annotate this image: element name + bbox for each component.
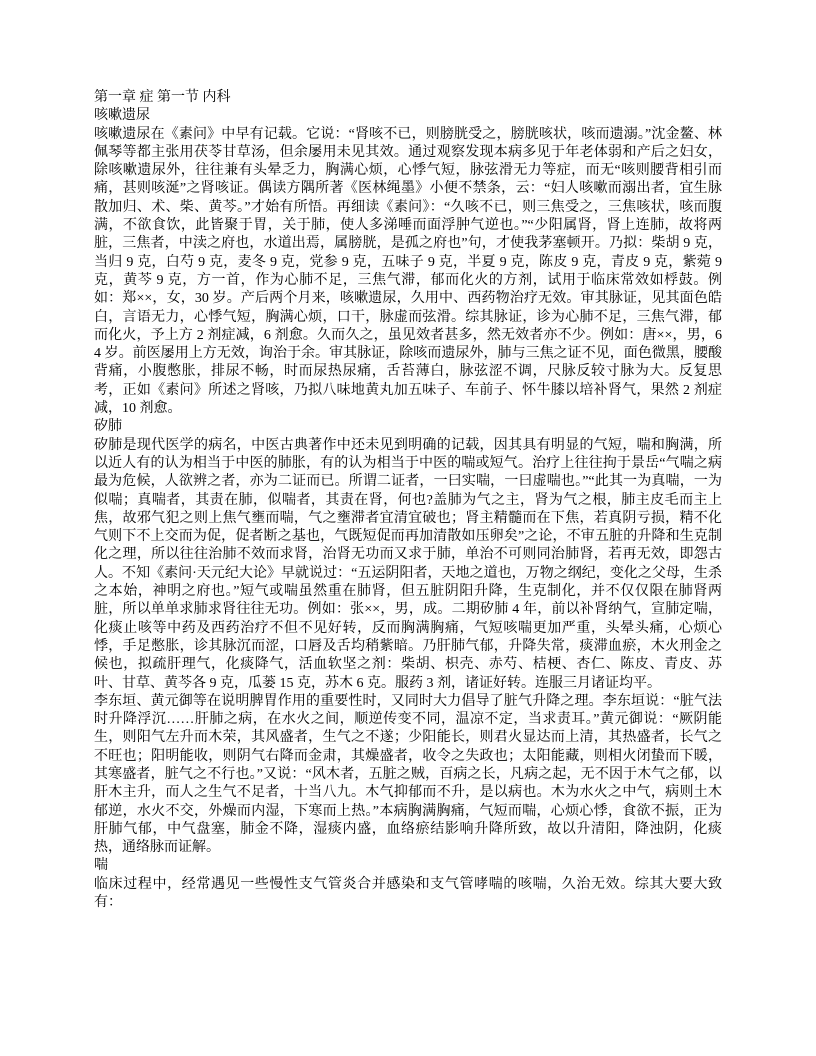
document-body [94,89,722,912]
section-heading-chuan: 喘 [94,858,108,874]
section-heading-xifei: 矽肺 [94,419,122,435]
body-paragraph: 咳嗽遗尿在《素问》中早有记载。它说：“肾咳不已，则膀胱受之，膀胱咳状，咳而遗溺。”沈金鳌、林佩琴等都主张用茯苓甘草汤，但余屡用未见其效。通过观察发现本病多见于年老体弱和产后之妇女，除咳嗽遗尿外，往往兼有头晕乏力，胸满心烦，心悸气短，脉弦滑无力等症，而无“咳则腰背相引而痛，甚则咳涎”之肾咳证。偶读方隅所著《医林绳墨》小便不禁条，云：“妇人咳嗽而溺出者，宜生脉散加归、术、柴、黄芩。”才始有所悟。再细读《素问》：“久咳不已，则三焦受之，三焦咳状，咳而腹满，不欲食饮，此皆聚于胃，关于肺，使人多涕唾而面浮肿气逆也。”“少阳属肾，肾上连肺，故将两脏，三焦者，中渎之府也，水道出焉，属膀胱，是孤之府也”句，才使我茅塞顿开。乃拟：柴胡 9 克，当归 9 克，白芍 9 克，麦冬 9 克，党参 9 克，五味子 9 克，半夏 9 克，陈皮 9 克，青皮 9 克，紫菀 9 克，黄芩 9 克，方一首，作为心肺不足，三焦气滞，郁而化火的方剂，试用于临床常效如桴鼓。例如：郑××，女，30 岁。产后两个月来，咳嗽遗尿，久用中、西药物治疗无效。审其脉证，见其面色皓白，言语无力，心悸气短，胸满心烦，口干，脉虚而弦滑。综其脉证，诊为心肺不足，三焦气滞，郁而化火，予上方 2 剂症减，6 剂愈。久而久之，虽见效者甚多，然无效者亦不少。例如：唐××，男，64 岁。前医屡用上方无效，询治于余。审其脉证，除咳而遗尿外，肺与三焦之证不见，面色微黑，腰酸背痛，小腹憋胀，排尿不畅，时而尿热尿痛，舌苔薄白，脉弦涩不调，尺脉反较寸脉为大。反复思考，正如《素问》所述之肾咳，乃拟八味地黄丸加五味子、车前子、怀牛膝以培补肾气，果然 2 剂症减，10 剂愈。 [94,126,722,417]
section-heading-kesou-yiniao: 咳嗽遗尿 [94,108,150,124]
body-paragraph: 矽肺是现代医学的病名，中医古典著作中还未见到明确的记载，因其具有明显的气短，喘和胸满，所以近人有的认为相当于中医的肺胀，有的认为相当于中医的喘或短气。治疗上往往拘于景岳“气喘之病最为危候，人欲辨之者，亦为二证而已。所谓二证者，一曰实喘，一曰虚喘也。”“此其一为真喘，一为似喘；真喘者，其责在肺，似喘者，其责在肾，何也?盖肺为气之主，肾为气之根，肺主皮毛而主上焦，故邪气犯之则上焦气壅而喘，气之壅滞者宜清宜破也；肾主精髓而在下焦，若真阴亏损，精不化气则下不上交而为促，促者断之基也，气既短促而再加清散如压卵矣”之论，不审五脏的升降和生克制化之理，所以往往治肺不效而求肾，治肾无功而又求于肺，单治不可则同治肺肾，若再无效，即怨古人。不知《素问·天元纪大论》早就说过：“五运阴阳者，天地之道也，万物之纲纪，变化之父母，生杀之本始，神明之府也。”短气或喘虽然重在肺肾，但五脏阴阳升降，生克制化，并不仅仅限在肺肾两脏，所以单单求肺求肾往往无功。例如：张××，男，成。二期矽肺 4 年，前以补肾纳气，宣肺定喘，化痰止咳等中药及西药治疗不但不见好转，反而胸满胸痛，气短咳喘更加严重，头晕头痛，心烦心悸，手足憋胀，诊其脉沉而涩，口唇及舌均稍紫暗。乃肝肺气郁，升降失常，痰滞血瘀，木火刑金之候也，拟疏肝理气，化痰降气，活血软坚之剂：柴胡、枳壳、赤芍、桔梗、杏仁、陈皮、青皮、苏叶、甘草、黄芩各 9 克，瓜蒌 15 克，苏木 6 克。服药 3 剂，诸证好转。连服三月诸证均平。 [94,437,722,691]
chapter-heading: 第一章 症 第一节 内科 [94,90,231,105]
body-paragraph: 李东垣、黄元御等在说明脾胃作用的重要性时，又同时大力倡导了脏气升降之理。李东垣说：“脏气法时升降浮沉……肝肺之病，在水火之间，顺逆传变不同，温凉不定，当求责耳。”黄元御说：“厥阴能生，则阳气左升而木荣，其风盛者，生气之不遂；少阳能长，则君火显达而上清，其热盛者，长气之不旺也；阳明能收，则阴气右降而金肃，其燥盛者，收令之失政也；太阳能藏，则相火闭蛰而下暖，其寒盛者，脏气之不行也。”又说：“风木者，五脏之贼，百病之长，凡病之起，无不因于木气之郁，以肝木主升，而人之生气不足者，十当八九。木气抑郁而不升，是以病也。木为水火之中气，病则土木郁逆，水火不交，外燥而内湿，下寒而上热。”本病胸满胸痛，气短而喘，心烦心悸，食欲不振，正为肝肺气郁，中气盘塞，肺金不降，湿痰内盛，血络瘀结影响升降所致，故以升清阳，降浊阴，化痰热，通络脉而证解。 [94,693,722,856]
body-paragraph: 临床过程中，经常遇见一些慢性支气管炎合并感染和支气管哮喘的咳喘，久治无效。综其大要大致有： [94,876,722,911]
